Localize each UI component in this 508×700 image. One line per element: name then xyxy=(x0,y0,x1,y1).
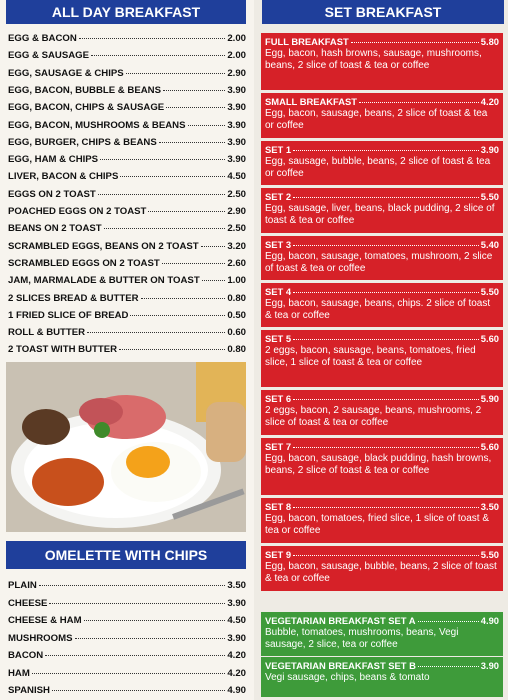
item-name: MUSHROOMS xyxy=(8,632,73,644)
set-breakfast-card xyxy=(261,438,503,495)
set-title-row xyxy=(261,283,503,297)
menu-item-row xyxy=(8,189,246,200)
set-price: 5.40 xyxy=(480,239,499,250)
item-price: 2.00 xyxy=(227,50,246,62)
set-title-row xyxy=(261,657,503,671)
dot-leader xyxy=(84,620,226,621)
dot-leader xyxy=(293,245,479,246)
menu-item-row xyxy=(8,223,246,234)
item-price: 2.00 xyxy=(227,33,246,44)
menu-item-row xyxy=(8,275,246,286)
dot-leader xyxy=(162,263,226,264)
item-name: EGG, SAUSAGE & CHIPS xyxy=(8,67,124,79)
dot-leader xyxy=(91,55,225,56)
menu-item-row xyxy=(8,310,246,321)
menu-item-row xyxy=(8,33,246,44)
dot-leader xyxy=(159,142,226,143)
item-name: BEANS ON 2 TOAST xyxy=(8,223,102,235)
item-name: EGG, BACON, BUBBLE & BEANS xyxy=(8,84,161,96)
item-name: HAM xyxy=(8,667,30,679)
menu-item-row xyxy=(8,154,246,165)
item-name: SPANISH xyxy=(8,685,50,696)
dot-leader xyxy=(418,666,479,667)
set-description: 2 eggs, bacon, 2 sausage, beans, mushrooms, 2 slice of toast & tea or coffee xyxy=(265,405,482,428)
set-price: 5.50 xyxy=(480,286,499,297)
set-name: SET 3 xyxy=(265,239,292,250)
item-price: 0.50 xyxy=(227,309,246,321)
set-title-row xyxy=(261,236,503,250)
item-price: 3.90 xyxy=(227,597,246,609)
set-description: Egg, sausage, liver, beans, black pudding, 2 slice of toast & tea or coffee xyxy=(265,203,495,226)
set-price: 5.60 xyxy=(480,441,499,452)
item-price: 0.80 xyxy=(227,344,246,356)
menu-item-row xyxy=(8,344,246,355)
dot-leader xyxy=(293,447,479,448)
set-name: VEGETARIAN BREAKFAST SET B xyxy=(265,660,416,671)
item-name: SCRAMBLED EGGS ON 2 TOAST xyxy=(8,257,160,269)
dot-leader xyxy=(141,298,226,299)
set-breakfast-card xyxy=(261,141,503,185)
dot-leader xyxy=(79,38,226,39)
set-price: 3.50 xyxy=(480,501,499,512)
item-name: BACON xyxy=(8,650,44,661)
dot-leader xyxy=(293,292,479,293)
set-name: FULL BREAKFAST xyxy=(265,36,349,47)
set-price: 5.60 xyxy=(480,333,499,344)
set-description: Egg, bacon, sausage, bubble, beans, 2 slice of toast & tea or coffee xyxy=(265,561,497,584)
item-price: 2.60 xyxy=(227,257,246,269)
menu-item-row xyxy=(8,293,246,304)
item-price: 3.90 xyxy=(227,84,246,96)
set-breakfast-card xyxy=(261,236,503,280)
omelette-item-row xyxy=(8,615,246,626)
item-name: EGG, BURGER, CHIPS & BEANS xyxy=(8,136,157,148)
set-description: Egg, bacon, sausage, beans, 2 slice of toast & tea or coffee xyxy=(265,108,488,131)
set-description: Bubble, tomatoes, mushrooms, beans, Vegi sausage, 2 slice, tea or coffee xyxy=(265,627,459,650)
set-title-row xyxy=(261,33,503,47)
dot-leader xyxy=(87,332,225,333)
menu-item-row xyxy=(8,68,246,79)
omelette-item-row xyxy=(8,650,246,661)
item-name: POACHED EGGS ON 2 TOAST xyxy=(8,206,147,217)
set-breakfast-card xyxy=(261,498,503,543)
item-price: 0.60 xyxy=(227,327,246,339)
dot-leader xyxy=(293,150,479,151)
menu-item-row xyxy=(8,241,246,252)
item-name: EGG, BACON, MUSHROOMS & BEANS xyxy=(8,119,186,131)
set-description: 2 eggs, bacon, sausage, beans, tomatoes, fried slice, 1 slice of toast & tea or coffee xyxy=(265,345,476,368)
set-name: VEGETARIAN BREAKFAST SET A xyxy=(265,615,416,626)
set-breakfast-card xyxy=(261,546,503,591)
dot-leader xyxy=(351,42,479,43)
item-name: EGG, HAM & CHIPS xyxy=(8,154,99,166)
dot-leader xyxy=(39,585,226,586)
menu-item-row xyxy=(8,206,246,217)
item-price: 2.50 xyxy=(227,188,246,200)
dot-leader xyxy=(52,690,225,691)
dot-leader xyxy=(119,349,225,350)
dot-leader xyxy=(75,638,226,639)
set-description: Egg, sausage, bubble, beans, 2 slice of toast & tea or coffee xyxy=(265,156,491,179)
set-title-row xyxy=(261,330,503,344)
omelette-item-row xyxy=(8,598,246,609)
dot-leader xyxy=(293,197,479,198)
set-breakfast-card xyxy=(261,33,503,90)
dot-leader xyxy=(418,621,479,622)
item-price: 4.20 xyxy=(227,650,246,661)
set-price: 5.90 xyxy=(480,393,499,404)
item-price: 3.20 xyxy=(227,240,246,252)
vegetarian-set-card xyxy=(261,657,503,697)
item-name: EGG & SAUSAGE xyxy=(8,50,90,62)
item-name: SCRAMBLED EGGS, BEANS ON 2 TOAST xyxy=(8,240,199,252)
set-title-row xyxy=(261,188,503,202)
set-price: 4.20 xyxy=(480,96,499,107)
item-price: 3.90 xyxy=(227,154,246,166)
dot-leader xyxy=(293,507,479,508)
menu-item-row xyxy=(8,137,246,148)
set-title-row xyxy=(261,546,503,560)
set-price: 3.90 xyxy=(480,660,499,671)
set-breakfast-card xyxy=(261,93,503,138)
omelette-item-row xyxy=(8,633,246,644)
all-day-breakfast-header: ALL DAY BREAKFAST xyxy=(6,0,246,24)
item-name: PLAIN xyxy=(8,580,37,591)
item-name: EGG & BACON xyxy=(8,33,77,44)
dot-leader xyxy=(49,603,225,604)
menu-item-row xyxy=(8,102,246,113)
item-price: 3.90 xyxy=(227,136,246,148)
set-price: 5.50 xyxy=(480,191,499,202)
item-price: 3.90 xyxy=(227,102,246,114)
item-name: JAM, MARMALADE & BUTTER ON TOAST xyxy=(8,275,200,287)
item-price: 4.50 xyxy=(227,171,246,183)
dot-leader xyxy=(130,315,225,316)
dot-leader xyxy=(166,107,225,108)
full-breakfast-plate-photo xyxy=(6,362,246,532)
item-name: 1 FRIED SLICE OF BREAD xyxy=(8,309,129,321)
item-price: 3.90 xyxy=(227,632,246,644)
set-price: 5.50 xyxy=(480,549,499,560)
dot-leader xyxy=(98,194,226,195)
set-name: SET 7 xyxy=(265,441,292,452)
menu-item-row xyxy=(8,50,246,61)
menu-item-row xyxy=(8,258,246,269)
dot-leader xyxy=(163,90,225,91)
dot-leader xyxy=(45,655,225,656)
dot-leader xyxy=(32,673,225,674)
dot-leader xyxy=(120,176,225,177)
menu-item-row xyxy=(8,171,246,182)
set-title-row xyxy=(261,612,503,626)
dot-leader xyxy=(202,280,226,281)
set-name: SET 2 xyxy=(265,191,292,202)
set-title-row xyxy=(261,498,503,512)
set-description: Egg, bacon, sausage, tomatoes, mushroom, 2 slice of toast & tea or coffee xyxy=(265,251,493,274)
item-name: LIVER, BACON & CHIPS xyxy=(8,171,119,183)
set-description: Egg, bacon, sausage, beans, chips. 2 slice of toast & tea or coffee xyxy=(265,298,491,321)
omelette-item-row xyxy=(8,685,246,696)
item-name: 2 SLICES BREAD & BUTTER xyxy=(8,292,139,304)
item-price: 3.90 xyxy=(227,119,246,131)
omelette-header: OMELETTE WITH CHIPS xyxy=(6,541,246,569)
dot-leader xyxy=(293,339,479,340)
set-price: 4.90 xyxy=(480,615,499,626)
item-name: ROLL & BUTTER xyxy=(8,327,86,339)
set-description: Egg, bacon, tomatoes, fried slice, 1 slice of toast & tea or coffee xyxy=(265,513,490,536)
set-breakfast-card xyxy=(261,283,503,327)
dot-leader xyxy=(201,246,226,247)
dot-leader xyxy=(104,228,226,229)
menu-item-row xyxy=(8,120,246,131)
item-price: 0.80 xyxy=(227,292,246,304)
item-price: 1.00 xyxy=(227,275,246,287)
item-price: 2.90 xyxy=(227,206,246,217)
item-price: 4.50 xyxy=(227,615,246,626)
dot-leader xyxy=(188,125,226,126)
set-name: SET 5 xyxy=(265,333,292,344)
set-name: SMALL BREAKFAST xyxy=(265,96,358,107)
set-name: SET 4 xyxy=(265,286,292,297)
vegetarian-set-card xyxy=(261,612,503,656)
set-name: SET 1 xyxy=(265,144,292,155)
set-breakfast-header: SET BREAKFAST xyxy=(262,0,504,24)
set-title-row xyxy=(261,93,503,107)
item-price: 2.50 xyxy=(227,223,246,235)
set-title-row xyxy=(261,438,503,452)
omelette-item-row xyxy=(8,580,246,591)
set-price: 5.80 xyxy=(480,36,499,47)
menu-item-row xyxy=(8,327,246,338)
set-breakfast-card xyxy=(261,390,503,435)
item-name: CHEESE & HAM xyxy=(8,615,82,626)
item-price: 4.90 xyxy=(227,685,246,696)
set-name: SET 8 xyxy=(265,501,292,512)
item-price: 2.90 xyxy=(227,67,246,79)
item-name: EGG, BACON, CHIPS & SAUSAGE xyxy=(8,102,165,114)
set-breakfast-card xyxy=(261,330,503,387)
dot-leader xyxy=(293,555,479,556)
set-description: Vegi sausage, chips, beans & tomato xyxy=(265,672,430,683)
dot-leader xyxy=(293,399,479,400)
set-description: Egg, bacon, sausage, black pudding, hash browns, beans, 2 slice of toast & tea or coffee xyxy=(265,453,492,476)
dot-leader xyxy=(126,73,226,74)
menu-item-row xyxy=(8,85,246,96)
dot-leader xyxy=(100,159,225,160)
set-title-row xyxy=(261,141,503,155)
item-name: EGGS ON 2 TOAST xyxy=(8,188,96,200)
set-name: SET 9 xyxy=(265,549,292,560)
set-title-row xyxy=(261,390,503,404)
set-price: 3.90 xyxy=(480,144,499,155)
item-name: CHEESE xyxy=(8,597,48,609)
set-breakfast-card xyxy=(261,188,503,233)
omelette-item-row xyxy=(8,668,246,679)
dot-leader xyxy=(148,211,225,212)
dot-leader xyxy=(359,102,479,103)
set-description: Egg, bacon, hash browns, sausage, mushrooms, beans, 2 slice of toast & tea or coffee xyxy=(265,48,482,71)
item-price: 4.20 xyxy=(227,667,246,679)
item-name: 2 TOAST WITH BUTTER xyxy=(8,344,118,356)
set-name: SET 6 xyxy=(265,393,292,404)
item-price: 3.50 xyxy=(227,580,246,591)
